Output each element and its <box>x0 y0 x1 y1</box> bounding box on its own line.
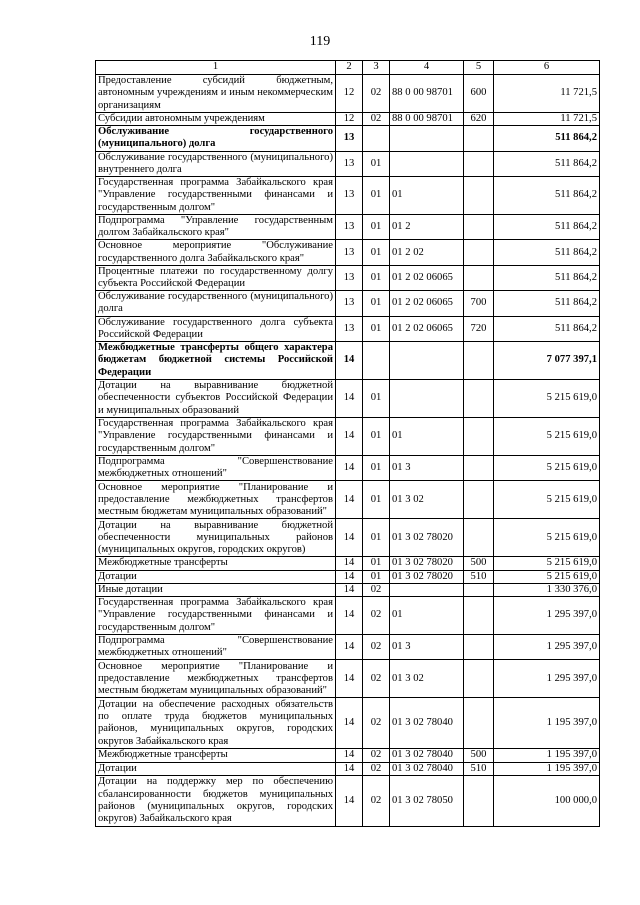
row-name-cell: Основное мероприятие "Планирование и предоставление межбюджетных трансфертов местным бюджетам муниципальных образований" <box>96 660 336 698</box>
row-value-cell: 14 <box>336 660 363 698</box>
row-value-cell: 01 3 <box>390 635 464 660</box>
row-name-cell: Иные дотации <box>96 583 336 596</box>
row-value-cell: 01 3 <box>390 456 464 481</box>
table-row <box>96 75 600 113</box>
row-value-cell: 01 3 02 78050 <box>390 775 464 826</box>
row-value-cell: 01 3 02 78020 <box>390 519 464 557</box>
row-value-cell <box>390 342 464 380</box>
row-value-cell: 5 215 619,0 <box>494 418 600 456</box>
row-value-cell: 02 <box>363 75 390 113</box>
row-value-cell: 01 3 02 78040 <box>390 749 464 762</box>
row-value-cell: 01 <box>390 597 464 635</box>
table-row <box>96 597 600 635</box>
row-name-cell: Подпрограмма "Совершенствование межбюджетных отношений" <box>96 635 336 660</box>
row-value-cell: 13 <box>336 177 363 215</box>
row-value-cell: 511 864,2 <box>494 177 600 215</box>
row-value-cell: 01 3 02 78020 <box>390 570 464 583</box>
row-value-cell: 01 <box>363 570 390 583</box>
row-value-cell: 01 <box>390 177 464 215</box>
table-row <box>96 265 600 290</box>
row-value-cell: 14 <box>336 762 363 775</box>
row-value-cell: 7 077 397,1 <box>494 342 600 380</box>
table-row <box>96 291 600 316</box>
row-value-cell <box>390 126 464 151</box>
row-value-cell: 5 215 619,0 <box>494 519 600 557</box>
row-value-cell <box>390 151 464 176</box>
table-row <box>96 583 600 596</box>
row-value-cell <box>464 215 494 240</box>
column-header: 1 <box>96 61 336 75</box>
row-value-cell: 14 <box>336 597 363 635</box>
row-value-cell <box>390 583 464 596</box>
row-name-cell: Основное мероприятие "Планирование и предоставление межбюджетных трансфертов местным бюджетам муниципальных образований" <box>96 481 336 519</box>
row-value-cell: 13 <box>336 316 363 341</box>
row-value-cell: 1 295 397,0 <box>494 597 600 635</box>
row-value-cell: 01 <box>363 215 390 240</box>
row-name-cell: Государственная программа Забайкальского края "Управление государственными финансами и государственным долгом" <box>96 597 336 635</box>
row-name-cell: Основное мероприятие "Обслуживание государственного долга Забайкальского края" <box>96 240 336 265</box>
row-value-cell: 01 <box>363 557 390 570</box>
row-value-cell: 511 864,2 <box>494 265 600 290</box>
row-value-cell: 1 195 397,0 <box>494 698 600 749</box>
row-value-cell: 02 <box>363 775 390 826</box>
row-value-cell: 14 <box>336 481 363 519</box>
budget-table <box>95 60 600 827</box>
row-value-cell: 1 295 397,0 <box>494 635 600 660</box>
row-value-cell: 01 3 02 78040 <box>390 762 464 775</box>
table-row <box>96 177 600 215</box>
row-value-cell: 5 215 619,0 <box>494 481 600 519</box>
row-value-cell <box>390 380 464 418</box>
row-value-cell: 01 <box>363 240 390 265</box>
row-value-cell: 600 <box>464 75 494 113</box>
row-value-cell: 1 330 376,0 <box>494 583 600 596</box>
row-value-cell <box>464 126 494 151</box>
column-header: 2 <box>336 61 363 75</box>
row-value-cell <box>363 342 390 380</box>
row-value-cell: 01 <box>363 519 390 557</box>
row-value-cell: 100 000,0 <box>494 775 600 826</box>
row-name-cell: Предоставление субсидий бюджетным, автономным учреждениям и иным некоммерческим организациям <box>96 75 336 113</box>
row-value-cell: 1 195 397,0 <box>494 762 600 775</box>
row-value-cell: 01 <box>363 265 390 290</box>
row-value-cell: 5 215 619,0 <box>494 380 600 418</box>
row-value-cell: 01 2 02 06065 <box>390 265 464 290</box>
row-value-cell: 02 <box>363 762 390 775</box>
row-name-cell: Межбюджетные трансферты <box>96 557 336 570</box>
row-value-cell: 01 2 02 06065 <box>390 316 464 341</box>
row-value-cell: 500 <box>464 557 494 570</box>
table-row <box>96 240 600 265</box>
row-value-cell <box>464 597 494 635</box>
row-value-cell: 13 <box>336 151 363 176</box>
row-value-cell: 13 <box>336 291 363 316</box>
table-row <box>96 749 600 762</box>
row-value-cell <box>464 481 494 519</box>
row-value-cell: 700 <box>464 291 494 316</box>
row-value-cell <box>464 151 494 176</box>
row-value-cell: 01 <box>363 291 390 316</box>
table-row <box>96 762 600 775</box>
table-header-row <box>96 61 600 75</box>
table-row <box>96 635 600 660</box>
row-name-cell: Межбюджетные трансферты <box>96 749 336 762</box>
row-value-cell <box>464 380 494 418</box>
table-row <box>96 126 600 151</box>
row-value-cell: 13 <box>336 240 363 265</box>
row-value-cell: 5 215 619,0 <box>494 456 600 481</box>
row-value-cell: 88 0 00 98701 <box>390 75 464 113</box>
row-value-cell: 5 215 619,0 <box>494 557 600 570</box>
row-value-cell: 14 <box>336 418 363 456</box>
row-value-cell: 14 <box>336 775 363 826</box>
row-value-cell: 01 2 02 <box>390 240 464 265</box>
row-value-cell: 01 <box>363 177 390 215</box>
row-value-cell: 01 <box>363 316 390 341</box>
row-value-cell: 14 <box>336 583 363 596</box>
row-value-cell <box>464 177 494 215</box>
row-name-cell: Процентные платежи по государственному долгу субъекта Российской Федерации <box>96 265 336 290</box>
row-value-cell: 01 <box>363 481 390 519</box>
row-value-cell <box>464 698 494 749</box>
table-row <box>96 775 600 826</box>
table-row <box>96 113 600 126</box>
row-value-cell: 1 295 397,0 <box>494 660 600 698</box>
row-name-cell: Обслуживание государственного (муниципального) внутреннего долга <box>96 151 336 176</box>
row-value-cell <box>464 265 494 290</box>
row-value-cell: 13 <box>336 126 363 151</box>
row-value-cell: 620 <box>464 113 494 126</box>
row-value-cell: 02 <box>363 698 390 749</box>
row-value-cell: 02 <box>363 597 390 635</box>
row-value-cell: 02 <box>363 749 390 762</box>
row-name-cell: Субсидии автономным учреждениям <box>96 113 336 126</box>
row-value-cell: 02 <box>363 583 390 596</box>
row-name-cell: Государственная программа Забайкальского края "Управление государственными финансами и государственным долгом" <box>96 177 336 215</box>
column-header: 3 <box>363 61 390 75</box>
row-value-cell: 01 <box>390 418 464 456</box>
column-header: 6 <box>494 61 600 75</box>
row-value-cell: 11 721,5 <box>494 113 600 126</box>
row-value-cell: 01 <box>363 151 390 176</box>
row-value-cell: 02 <box>363 660 390 698</box>
row-value-cell <box>464 519 494 557</box>
row-value-cell: 14 <box>336 519 363 557</box>
row-value-cell: 01 <box>363 418 390 456</box>
page-number: 119 <box>309 34 331 49</box>
row-value-cell: 511 864,2 <box>494 215 600 240</box>
row-value-cell: 1 195 397,0 <box>494 749 600 762</box>
row-name-cell: Дотации на выравнивание бюджетной обеспеченности муниципальных районов (муниципальных округов, городских округов) <box>96 519 336 557</box>
row-value-cell: 14 <box>336 749 363 762</box>
table-row <box>96 570 600 583</box>
row-value-cell: 510 <box>464 762 494 775</box>
row-value-cell: 14 <box>336 570 363 583</box>
row-value-cell: 14 <box>336 342 363 380</box>
row-name-cell: Государственная программа Забайкальского края "Управление государственными финансами и государственным долгом" <box>96 418 336 456</box>
row-value-cell: 511 864,2 <box>494 240 600 265</box>
table-row <box>96 481 600 519</box>
row-value-cell: 720 <box>464 316 494 341</box>
row-value-cell: 14 <box>336 635 363 660</box>
row-value-cell <box>464 583 494 596</box>
row-value-cell: 01 <box>363 456 390 481</box>
column-header: 5 <box>464 61 494 75</box>
table-row <box>96 151 600 176</box>
row-name-cell: Дотации на выравнивание бюджетной обеспеченности субъектов Российской Федерации и муниципальных образований <box>96 380 336 418</box>
row-value-cell: 511 864,2 <box>494 151 600 176</box>
row-value-cell <box>464 456 494 481</box>
row-value-cell: 01 2 02 06065 <box>390 291 464 316</box>
row-name-cell: Дотации на поддержку мер по обеспечению сбалансированности бюджетов муниципальных районов (муниципальных округов, городских округов) Забайкальского края <box>96 775 336 826</box>
row-value-cell: 01 3 02 <box>390 660 464 698</box>
row-value-cell: 01 3 02 78020 <box>390 557 464 570</box>
table-row <box>96 557 600 570</box>
row-value-cell: 01 2 <box>390 215 464 240</box>
table-row <box>96 215 600 240</box>
row-value-cell <box>464 775 494 826</box>
row-name-cell: Дотации <box>96 570 336 583</box>
row-value-cell: 511 864,2 <box>494 316 600 341</box>
row-name-cell: Обслуживание государственного долга субъекта Российской Федерации <box>96 316 336 341</box>
row-name-cell: Подпрограмма "Управление государственным долгом Забайкальского края" <box>96 215 336 240</box>
table-row <box>96 519 600 557</box>
row-value-cell: 88 0 00 98701 <box>390 113 464 126</box>
row-value-cell: 14 <box>336 698 363 749</box>
row-value-cell <box>464 660 494 698</box>
row-value-cell: 511 864,2 <box>494 126 600 151</box>
table-row <box>96 456 600 481</box>
row-value-cell: 510 <box>464 570 494 583</box>
row-name-cell: Дотации на обеспечение расходных обязательств по оплате труда бюджетов муниципальных районов, муниципальных округов, городских округов Забайкальского края <box>96 698 336 749</box>
row-value-cell: 01 3 02 <box>390 481 464 519</box>
table-row <box>96 418 600 456</box>
row-value-cell: 01 3 02 78040 <box>390 698 464 749</box>
row-value-cell: 02 <box>363 113 390 126</box>
row-value-cell: 14 <box>336 380 363 418</box>
column-header: 4 <box>390 61 464 75</box>
row-value-cell: 5 215 619,0 <box>494 570 600 583</box>
row-value-cell: 13 <box>336 265 363 290</box>
row-value-cell: 12 <box>336 75 363 113</box>
row-value-cell <box>363 126 390 151</box>
row-name-cell: Межбюджетные трансферты общего характера бюджетам бюджетной системы Российской Федерации <box>96 342 336 380</box>
row-value-cell: 12 <box>336 113 363 126</box>
row-name-cell: Подпрограмма "Совершенствование межбюджетных отношений" <box>96 456 336 481</box>
table-row <box>96 660 600 698</box>
row-value-cell: 13 <box>336 215 363 240</box>
table-row <box>96 316 600 341</box>
row-value-cell: 14 <box>336 557 363 570</box>
table-row <box>96 698 600 749</box>
row-value-cell <box>464 635 494 660</box>
row-name-cell: Обслуживание государственного (муниципального) долга <box>96 126 336 151</box>
row-value-cell: 511 864,2 <box>494 291 600 316</box>
table-row <box>96 380 600 418</box>
row-name-cell: Обслуживание государственного (муниципального) долга <box>96 291 336 316</box>
row-value-cell <box>464 418 494 456</box>
row-name-cell: Дотации <box>96 762 336 775</box>
row-value-cell: 500 <box>464 749 494 762</box>
row-value-cell <box>464 240 494 265</box>
row-value-cell <box>464 342 494 380</box>
row-value-cell: 14 <box>336 456 363 481</box>
row-value-cell: 11 721,5 <box>494 75 600 113</box>
row-value-cell: 02 <box>363 635 390 660</box>
table-row <box>96 342 600 380</box>
row-value-cell: 01 <box>363 380 390 418</box>
